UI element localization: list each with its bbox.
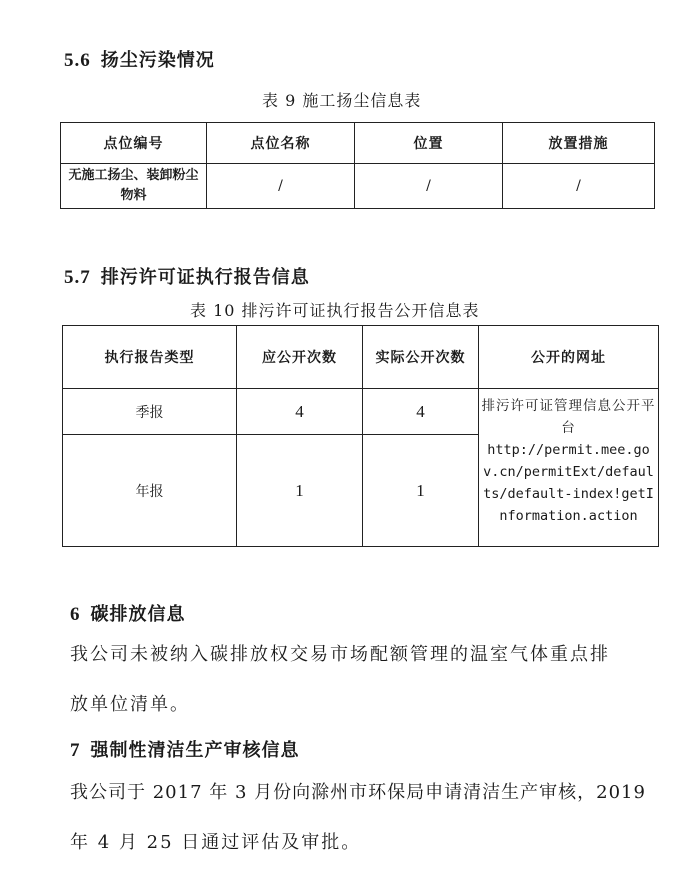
table-cell: 年报 — [63, 435, 237, 547]
section-title: 碳排放信息 — [90, 604, 186, 625]
table-cell: 4 — [237, 389, 363, 435]
table-row — [63, 389, 659, 435]
table-cell: 4 — [363, 389, 479, 435]
paragraph-line: 我公司于 2017 年 3 月份向滁州市环保局申请清洁生产审核，2019 — [70, 782, 646, 803]
table-cell: 无施工扬尘、装卸粉尘物料 — [61, 164, 207, 209]
paragraph-line: 放单位清单。 — [70, 694, 190, 715]
section-title: 排污许可证执行报告信息 — [100, 267, 310, 288]
header-cell: 公开的网址 — [479, 326, 659, 389]
table-cell: 季报 — [63, 389, 237, 435]
section-6-heading — [70, 600, 186, 626]
table-cell: / — [207, 164, 355, 209]
table-cell: 1 — [237, 435, 363, 547]
url-text: http://permit.mee.gov.cn/permitExt/defaults/default-index!getInformation.action — [483, 442, 654, 524]
section-title: 强制性清洁生产审核信息 — [90, 740, 300, 761]
header-cell: 应公开次数 — [237, 326, 363, 389]
table-9-caption: 表 9 施工扬尘信息表 — [262, 91, 422, 110]
header-cell: 点位名称 — [207, 123, 355, 164]
table-cell: 1 — [363, 435, 479, 547]
header-cell: 实际公开次数 — [363, 326, 479, 389]
table-cell: / — [355, 164, 503, 209]
url-platform-name: 排污许可证管理信息公开平台 — [481, 398, 656, 436]
header-cell: 点位编号 — [61, 123, 207, 164]
section-title: 扬尘污染情况 — [100, 50, 215, 71]
url-cell — [479, 389, 659, 547]
table-header-row — [61, 123, 655, 164]
section-5-7-heading — [64, 263, 310, 289]
header-cell: 放置措施 — [503, 123, 655, 164]
table-9 — [60, 122, 655, 209]
table-header-row — [63, 326, 659, 389]
section-5-6-heading — [64, 46, 215, 72]
section-number: 5.6 — [64, 50, 91, 71]
table-10-caption: 表 10 排污许可证执行报告公开信息表 — [190, 301, 480, 320]
section-number: 5.7 — [64, 267, 91, 288]
section-7-heading — [70, 736, 300, 762]
section-number: 7 — [70, 740, 81, 761]
header-cell: 执行报告类型 — [63, 326, 237, 389]
paragraph-line: 我公司未被纳入碳排放权交易市场配额管理的温室气体重点排 — [70, 644, 610, 665]
header-cell: 位置 — [355, 123, 503, 164]
paragraph-line: 年 4 月 25 日通过评估及审批。 — [70, 832, 362, 853]
section-number: 6 — [70, 604, 81, 625]
table-10 — [62, 325, 659, 547]
table-cell: / — [503, 164, 655, 209]
table-row — [61, 164, 655, 209]
